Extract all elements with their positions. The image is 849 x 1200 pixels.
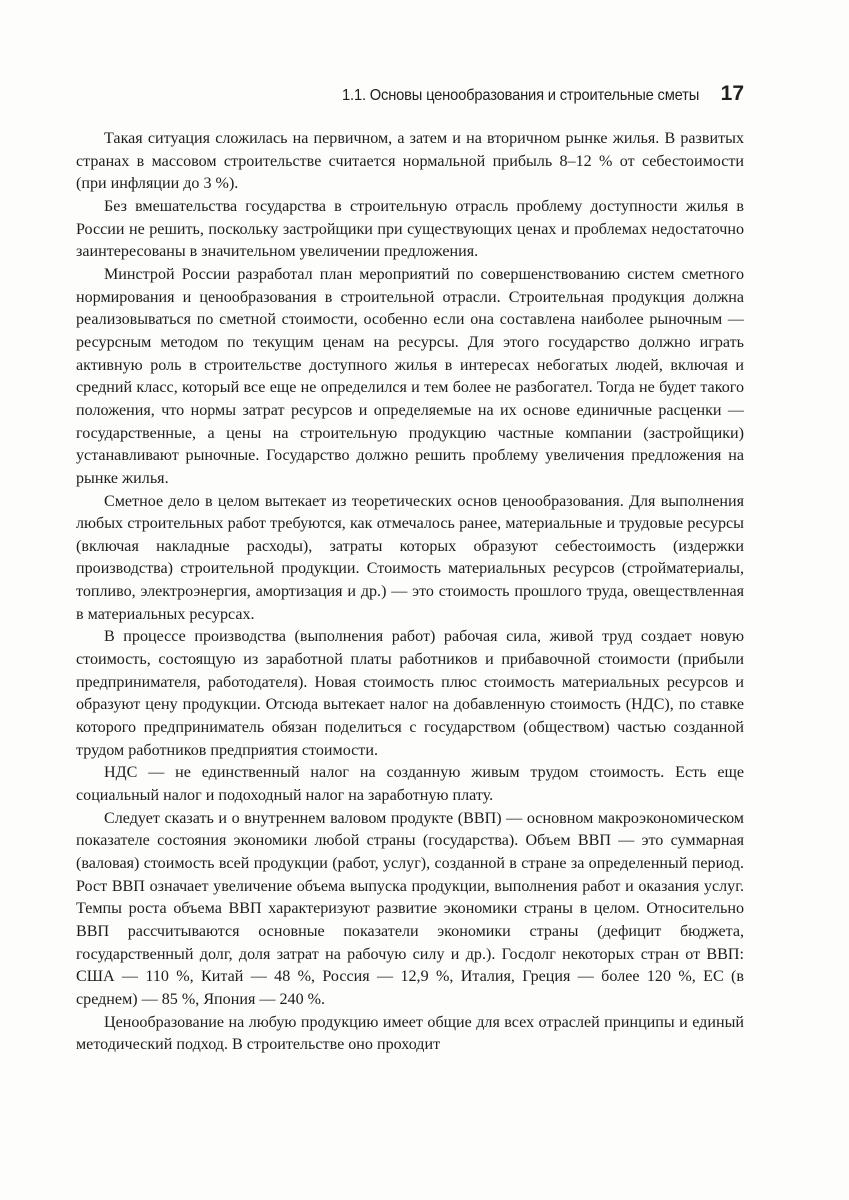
- paragraph: НДС — не единственный налог на созданную живым трудом стоимость. Есть еще социальный налог и подоходный налог на заработную плату.: [76, 764, 744, 805]
- body-text: [76, 128, 744, 1057]
- paragraph: В процессе производства (выполнения работ) рабочая сила, живой труд создает новую стоимость, состоящую из заработной платы работников и прибавочной стоимости (прибыли предпринимателя, работодателя). Новая стоимость плюс стоимость материальных ресурсов и образуют цену продукции. Отсюда вытекает налог на добавленную стоимость (НДС), по ставке которого предприниматель обязан поделиться с государством (обществом) частью созданной трудом работников предприятия стоимости.: [76, 628, 744, 759]
- paragraph: Такая ситуация сложилась на первичном, а затем и на вторичном рынке жилья. В развитых странах в массовом строительстве считается нормальной прибыль 8–12 % от себестоимости (при инфляции до 3 %).: [76, 130, 744, 193]
- page-number: 17: [720, 82, 744, 105]
- running-title: 1.1. Основы ценообразования и строительные сметы: [341, 87, 699, 104]
- paragraph: Ценообразование на любую продукцию имеет общие для всех отраслей принципы и единый методический подход. В строительстве оно проходит: [76, 1013, 744, 1054]
- paragraph: Сметное дело в целом вытекает из теоретических основ ценообразования. Для выполнения любых строительных работ требуются, как отмечалось ранее, материальные и трудовые ресурсы (включая накладные расходы), затраты которых образуют себестоимость (издержки производства) строительной продукции. Стоимость материальных ресурсов (стройматериалы, топливо, электроэнергия, амортизация и др.) — это стоимость прошлого труда, овеществленная в материальных ресурсах.: [76, 492, 744, 623]
- paragraph: Без вмешательства государства в строительную отрасль проблему доступности жилья в России не решить, поскольку застройщики при существующих ценах и проблемах недостаточно заинтересованы в значительном увеличении предложения.: [76, 197, 744, 261]
- paragraph: Минстрой России разработал план мероприятий по совершенствованию систем сметного нормирования и ценообразования в строительной отрасли. Строительная продукция должна реализовываться по сметной стоимости, особенно если она составлена наиболее рыночным — ресурсным методом по текущим ценам на ресурсы. Для этого государство должно играть активную роль в строительстве доступного жилья в интересах небогатых людей, включая и средний класс, который все еще не определился и тем более не разбогател. Тогда не будет такого положения, что нормы затрат ресурсов и определяемые на их основе единичные расценки — государственные, а цены на строительную продукцию частные компании (застройщики) устанавливают рыночные. Государство должно решить проблему увеличения предложения на рынке жилья.: [76, 265, 744, 487]
- running-header: [76, 82, 744, 112]
- paragraph: Следует сказать и о внутреннем валовом продукте (ВВП) — основном макроэкономическом показателе состояния экономики любой страны (государства). Объем ВВП — это суммарная (валовая) стоимость всей продукции (работ, услуг), созданной в стране за определенный период. Рост ВВП означает увеличение объема выпуска продукции, выполнения работ и оказания услуг. Темпы роста объема ВВП характеризуют развитие экономики страны в целом. Относительно ВВП рассчитываются основные показатели экономики страны (дефицит бюджета, государственный долг, доля затрат на рабочую силу и др.). Госдолг некоторых стран от ВВП: США — 110 %, Китай — 48 %, Россия — 12,9 %, Италия, Греция — более 120 %, ЕС (в среднем) — 85 %, Япония — 240 %.: [76, 809, 744, 1008]
